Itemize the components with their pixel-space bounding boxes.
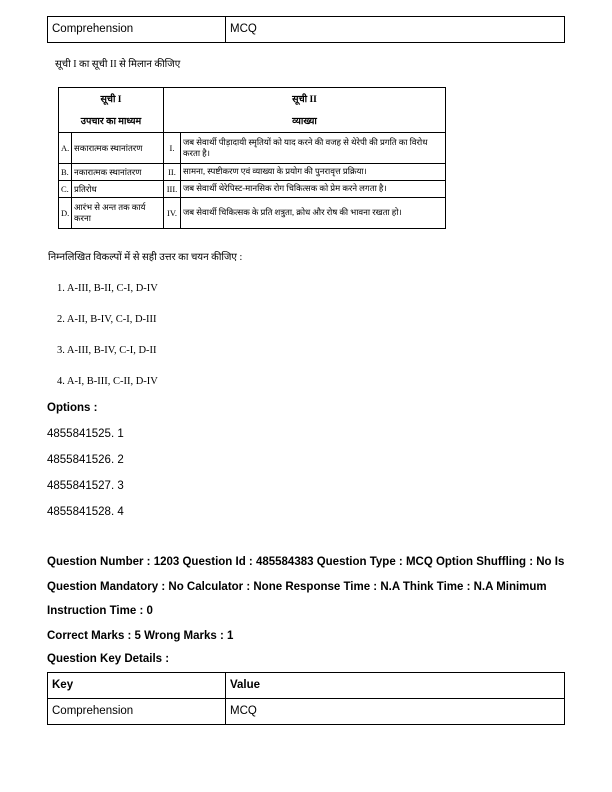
match-list-table [58, 87, 446, 229]
question-intro-text: सूची I का सूची II से मिलान कीजिए [55, 59, 181, 70]
row-item: प्रतिरोध [72, 181, 164, 198]
row-roman: II. [164, 164, 181, 181]
previous-key-value-table [47, 16, 565, 43]
list2-header [164, 88, 446, 133]
option-id-4: 4855841528. 4 [47, 506, 124, 518]
row-description: सामना, स्पष्टीकरण एवं व्याख्या के प्रयोग की पुनरावृत्त प्रक्रिया। [181, 164, 446, 181]
row-letter: C. [59, 181, 72, 198]
row-letter: A. [59, 133, 72, 164]
row-description: जब सेवार्थी पीड़ादायी स्मृतियों को याद करने की वजह से थेरेपी की प्रगति का विरोध करता है। [181, 133, 446, 164]
row-item: सकारात्मक स्थानांतरण [72, 133, 164, 164]
answer-choice-3: 3. A-III, B-IV, C-I, D-II [57, 345, 157, 356]
row-roman: IV. [164, 198, 181, 229]
row-letter: B. [59, 164, 72, 181]
match-row-c [59, 181, 446, 198]
table-row [48, 698, 565, 724]
list2-subtitle: व्याख्या [292, 117, 317, 127]
table-header-row [48, 672, 565, 698]
answer-choice-1: 1. A-III, B-II, C-I, D-IV [57, 283, 158, 294]
match-table-header-row [59, 88, 446, 133]
row-roman: I. [164, 133, 181, 164]
match-row-d [59, 198, 446, 229]
table-row [48, 17, 565, 43]
question-key-details-label: Question Key Details : [47, 652, 170, 665]
answer-choice-4: 4. A-I, B-III, C-II, D-IV [57, 376, 158, 387]
row-item: आरंभ से अन्त तक कार्य करना [72, 198, 164, 229]
marks-line: Correct Marks : 5 Wrong Marks : 1 [47, 629, 234, 642]
key-cell: Comprehension [48, 698, 226, 724]
list1-subtitle: उपचार का माध्यम [80, 117, 142, 127]
row-letter: D. [59, 198, 72, 229]
row-item: नकारात्मक स्थानांतरण [72, 164, 164, 181]
match-row-b [59, 164, 446, 181]
row-roman: III. [164, 181, 181, 198]
value-cell: MCQ [226, 698, 565, 724]
question-key-details-table [47, 672, 565, 725]
option-id-2: 4855841526. 2 [47, 454, 124, 466]
answer-prompt-text: निम्नलिखित विकल्पों में से सही उत्तर का चयन कीजिए : [48, 252, 243, 263]
key-cell: Comprehension [48, 17, 226, 43]
row-description: जब सेवार्थी चिकित्सक के प्रति शत्रुता, क्रोध और रोष की भावना रखता हो। [181, 198, 446, 229]
answer-choice-2: 2. A-II, B-IV, C-I, D-III [57, 314, 157, 325]
options-section-label: Options : [47, 402, 98, 414]
row-description: जब सेवार्थी थेरेपिस्ट-मानसिक रोग चिकित्सक को प्रेम करने लगता है। [181, 181, 446, 198]
value-header-cell: Value [226, 672, 565, 698]
question-metadata-text: Question Number : 1203 Question Id : 485584383 Question Type : MCQ Option Shuffling : No Is Question Mandatory : No Calculator : None Response Time : N.A Think Time : N.A Minimum Instruction Time : 0 [47, 556, 565, 617]
list2-title: सूची II [292, 95, 317, 105]
option-id-3: 4855841527. 3 [47, 480, 124, 492]
value-cell: MCQ [226, 17, 565, 43]
option-id-1: 4855841525. 1 [47, 428, 124, 440]
list1-title: सूची I [100, 95, 122, 105]
match-row-a [59, 133, 446, 164]
list1-header [59, 88, 164, 133]
key-header-cell: Key [48, 672, 226, 698]
